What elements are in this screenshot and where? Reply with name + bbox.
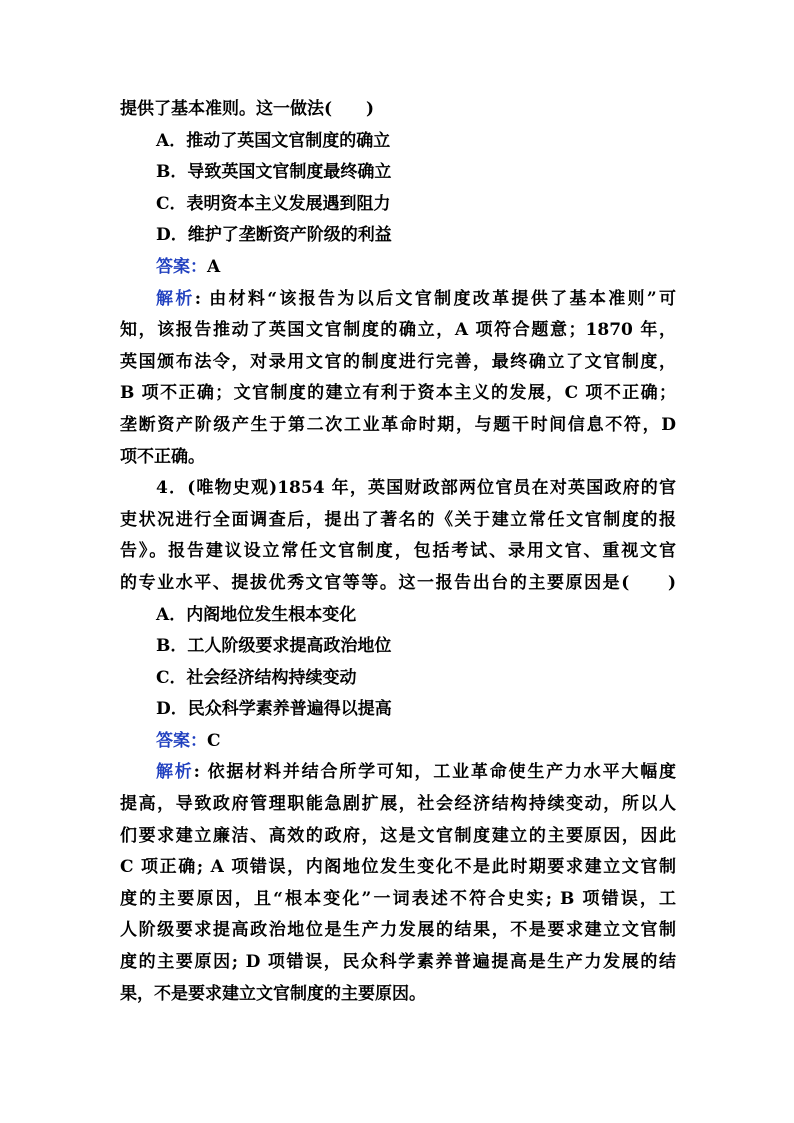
q3-analysis-line-2: 知，该报告推动了英国文官制度的确立，A 项符合题意；1870 年， <box>120 320 676 341</box>
q3-analysis-line-5: 垄断资产阶级产生于第二次工业革命时期，与题干时间信息不符，D <box>120 414 676 435</box>
q3-option-c: C．表明资本主义发展遇到阻力 <box>156 193 391 214</box>
q4-option-d: D．民众科学素养普遍得以提高 <box>156 699 392 720</box>
document-page <box>120 94 676 1010</box>
q4-analysis-line-5: 度的主要原因，且“根本变化”一词表述不符合史实; B 项错误，工 <box>120 888 676 909</box>
q3-option-a: A．推动了英国文官制度的确立 <box>156 130 391 151</box>
q3-analysis-line-1: 解析: 由材料“该报告为以后文官制度改革提供了基本准则”可 <box>156 288 676 309</box>
q3-answer-label: 答案： <box>156 256 207 277</box>
q3-stem-tail: 提供了基本准则。这一做法( ) <box>120 99 375 119</box>
q3-answer-value: A <box>207 256 221 277</box>
q4-analysis-line-4: C 项正确; A 项错误，内阁地位发生变化不是此时期要求建立文官制 <box>120 857 676 878</box>
q4-analysis-line-2: 提高，导致政府管理职能急剧扩展，社会经济结构持续变动，所以人 <box>120 794 676 815</box>
q3-analysis-line-4: B 项不正确；文官制度的建立有利于资本主义的发展，C 项不正确； <box>120 383 676 404</box>
q3-analysis-line-3: 英国颁布法令，对录用文官的制度进行完善，最终确立了文官制度， <box>120 351 676 372</box>
q4-analysis-line-3: 们要求建立廉洁、高效的政府，这是文官制度建立的主要原因，因此 <box>120 825 676 846</box>
q3-analysis-label: 解析 <box>156 288 195 309</box>
q3-option-b: B．导致英国文官制度最终确立 <box>156 162 392 183</box>
q4-analysis-label: 解析 <box>156 762 194 783</box>
q4-answer <box>120 726 676 758</box>
q4-analysis-line-1: 解析: 依据材料并结合所学可知，工业革命使生产力水平大幅度 <box>156 762 676 783</box>
q3-answer <box>120 252 676 284</box>
q4-stem-line-2: 吏状况进行全面调查后，提出了著名的《关于建立常任文官制度的报 <box>120 509 676 530</box>
q4-answer-value: C <box>207 730 221 751</box>
q4-stem-line-1: 4．(唯物史观)1854 年，英国财政部两位官员在对英国政府的官 <box>156 478 676 499</box>
q4-stem-line-4: 的专业水平、提拔优秀文官等等。这一报告出台的主要原因是( ) <box>120 572 676 593</box>
q4-answer-label: 答案： <box>156 730 207 751</box>
q4-option-c: C．社会经济结构持续变动 <box>156 667 357 688</box>
q4-analysis-line-7: 度的主要原因; D 项错误，民众科学素养普遍提高是生产力发展的结 <box>120 952 676 973</box>
q4-stem-line-3: 告》。报告建议设立常任文官制度，包括考试、录用文官、重视文官 <box>120 541 676 562</box>
q4-analysis-line-8: 果，不是要求建立文官制度的主要原因。 <box>120 983 426 1004</box>
q4-analysis-line-6: 人阶级要求提高政治地位是生产力发展的结果，不是要求建立文官制 <box>120 920 676 941</box>
q4-option-b: B．工人阶级要求提高政治地位 <box>156 636 392 657</box>
q4-option-a: A．内阁地位发生根本变化 <box>156 604 357 625</box>
q3-option-d: D．维护了垄断资产阶级的利益 <box>156 225 392 246</box>
q3-analysis-line-6: 项不正确。 <box>120 446 205 467</box>
